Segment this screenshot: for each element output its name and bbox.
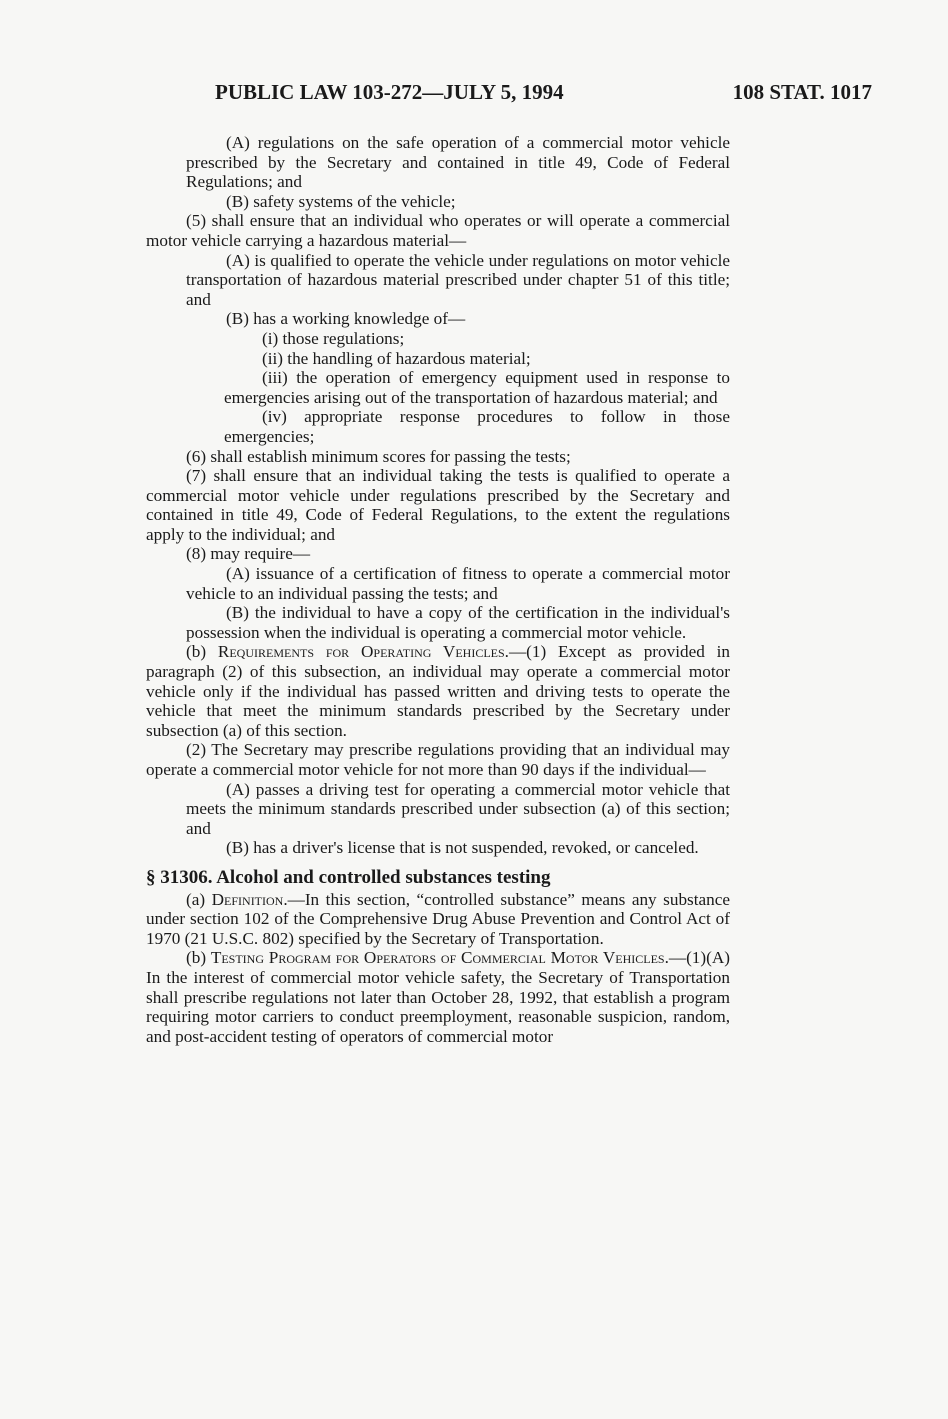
paragraph bbox=[146, 642, 730, 740]
header-stat-page: 108 STAT. 1017 bbox=[732, 80, 872, 104]
subsection-caption: Definition. bbox=[211, 889, 288, 909]
paragraph: (A) is qualified to operate the vehicle under regulations on motor vehicle transportation of hazardous material prescribed under chapter 51 of this title; and bbox=[186, 250, 730, 309]
paragraph: (6) shall establish minimum scores for passing the tests; bbox=[186, 446, 571, 466]
paragraph: (i) those regulations; bbox=[262, 328, 405, 348]
paragraph-lead: (a) bbox=[186, 889, 212, 909]
paragraph-lead: (b) bbox=[186, 948, 211, 968]
paragraph-lead: (b) bbox=[186, 642, 218, 662]
paragraph: (ii) the handling of hazardous material; bbox=[262, 348, 531, 368]
paragraph-text: —(1) Except as provided in paragraph (2) of this subsection, an individual may operate a commercial motor vehicle only if the individual has passed written and driving tests to operate the vehicle that meet the minimum standards prescribed by the Secretary under subsection (a) of this section. bbox=[146, 642, 730, 740]
paragraph: (B) the individual to have a copy of the certification in the individual's possession when the individual is operating a commercial motor vehicle. bbox=[186, 603, 730, 642]
subsection-caption: Requirements for Operating Vehicles. bbox=[217, 642, 509, 662]
paragraph: (B) safety systems of the vehicle; bbox=[226, 191, 456, 211]
paragraph-text: —In this section, “controlled substance” means any substance under section 102 of the Comprehensive Drug Abuse Prevention and Control Act of 1970 (21 U.S.C. 802) specified by the Secretary of Transportation. bbox=[146, 889, 730, 948]
header-title: PUBLIC LAW 103-272—JULY 5, 1994 bbox=[215, 80, 564, 104]
paragraph: (iv) appropriate response procedures to follow in those emergencies; bbox=[224, 407, 730, 446]
paragraph-text: —(1)(A) In the interest of commercial motor vehicle safety, the Secretary of Transportation shall prescribe regulations not later than October 28, 1992, that establish a program requiring motor carriers to conduct preemployment, reasonable suspicion, random, and post-accident testing of operators of commercial motor bbox=[146, 948, 730, 1046]
paragraph: (B) has a working knowledge of— bbox=[226, 309, 466, 329]
paragraph: (B) has a driver's license that is not suspended, revoked, or canceled. bbox=[226, 838, 699, 858]
paragraph: (5) shall ensure that an individual who operates or will operate a commercial motor vehicle carrying a hazardous material— bbox=[146, 211, 730, 250]
running-header bbox=[215, 80, 872, 110]
paragraph: (A) regulations on the safe operation of a commercial motor vehicle prescribed by the Secretary and contained in title 49, Code of Federal Regulations; and bbox=[186, 133, 730, 192]
subsection-caption: Testing Program for Operators of Commercial Motor Vehicles. bbox=[210, 948, 669, 968]
section-heading: § 31306. Alcohol and controlled substances testing bbox=[146, 866, 551, 888]
paragraph bbox=[146, 948, 730, 1046]
paragraph: (A) issuance of a certification of fitness to operate a commercial motor vehicle to an individual passing the tests; and bbox=[186, 564, 730, 603]
paragraph: (A) passes a driving test for operating a commercial motor vehicle that meets the minimum standards prescribed under subsection (a) of this section; and bbox=[186, 779, 730, 838]
paragraph bbox=[146, 890, 730, 949]
paragraph: (7) shall ensure that an individual taking the tests is qualified to operate a commercial motor vehicle under regulations prescribed by the Secretary and contained in title 49, Code of Federal Regulations, to the extent the regulations apply to the individual; and bbox=[146, 466, 730, 544]
document-body bbox=[146, 133, 730, 1046]
paragraph: (iii) the operation of emergency equipment used in response to emergencies arising out of the transportation of hazardous material; and bbox=[224, 368, 730, 407]
paragraph: (2) The Secretary may prescribe regulations providing that an individual may operate a commercial motor vehicle for not more than 90 days if the individual— bbox=[146, 740, 730, 779]
paragraph: (8) may require— bbox=[186, 544, 311, 564]
